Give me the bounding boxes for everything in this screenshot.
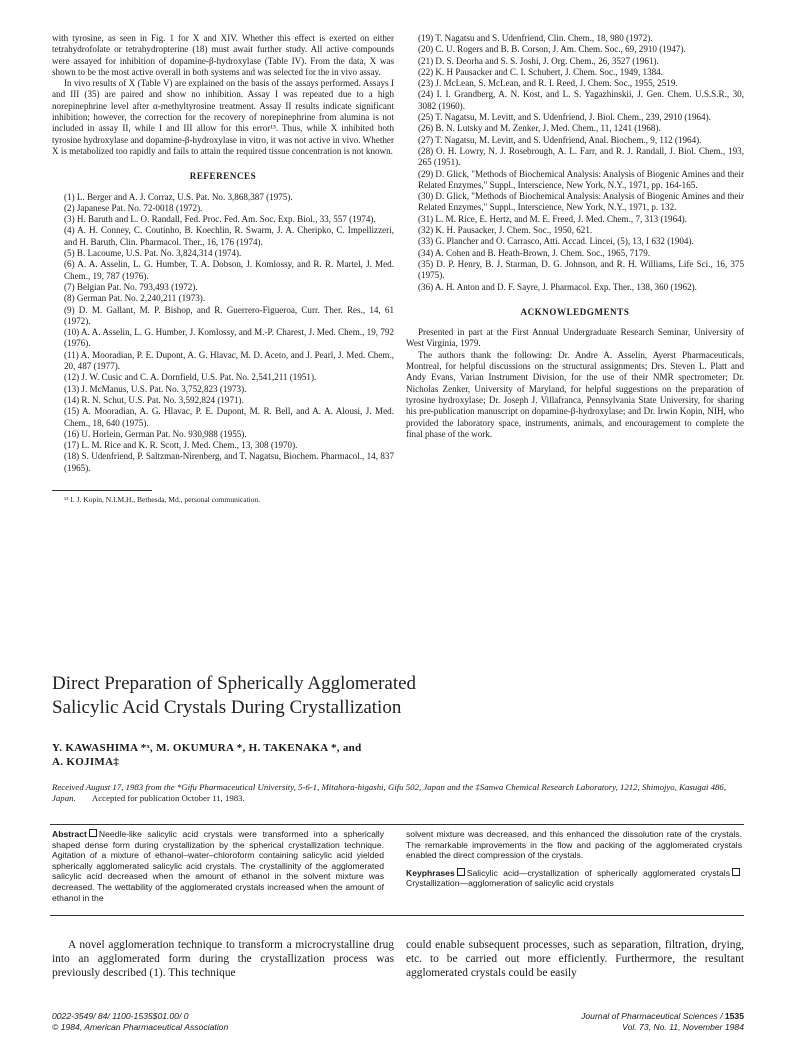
- footer-journal: [538, 1011, 744, 1032]
- reference-item: (13) J. McManus, U.S. Pat. No. 3,752,823 (1973).: [64, 383, 247, 394]
- reference-item: (28) O. H. Lowry, N. J. Rosebrough, A. L. Farr, and R. J. Randall, J. Biol. Chem., 193, 265 (1951).: [418, 145, 744, 168]
- square-bullet-icon: [732, 868, 740, 876]
- reference-item: (25) T. Nagatsu, M. Levitt, and S. Udenfriend, J. Biol. Chem., 239, 2910 (1964).: [418, 112, 711, 123]
- page-number: 1535: [724, 1011, 744, 1021]
- reference-item: (36) A. H. Anton and D. F. Sayre, J. Pharmacol. Exp. Ther., 138, 360 (1962).: [418, 281, 697, 292]
- authors-line: Y. KAWASHIMA *ˣ, M. OKUMURA *, H. TAKENAKA *, and: [52, 742, 362, 754]
- authors-line: A. KOJIMA‡: [52, 756, 120, 768]
- abstract-continued: [406, 829, 742, 889]
- reference-item: (11) A. Mooradian, P. E. Dupont, A. G. Hlavac, M. D. Aceto, and J. Pearl, J. Med. Chem., 20, 487 (1977).: [64, 349, 394, 372]
- reference-item: (3) H. Baruth and L. O. Randall, Fed. Proc. Fed. Am. Soc. Exp. Biol., 33, 557 (1974).: [64, 214, 376, 225]
- body-paragraph-continued: could enable subsequent processes, such as separation, filtration, drying, etc. to be carried out more efficiently. Furthermore, the resultant agglomerated crystals could be easily: [406, 939, 744, 979]
- acknowledgments-heading: ACKNOWLEDGMENTS: [520, 306, 630, 317]
- acknowledgment-paragraph: Presented in part at the First Annual Undergraduate Research Seminar, University of West Virginia, 1979.: [406, 327, 744, 349]
- right-column: [406, 33, 744, 440]
- abstract-text: [52, 829, 384, 903]
- reference-item: (18) S. Udenfriend, P. Saltzman-Nirenberg, and T. Nagatsu, Biochem. Pharmacol., 14, 837 (1965).: [64, 451, 394, 473]
- article-title: [52, 672, 692, 719]
- reference-item: (31) L. M. Rice, E. Hertz, and M. E. Freed, J. Med. Chem., 7, 313 (1964).: [418, 213, 687, 224]
- reference-item: (7) Belgian Pat. No. 793,493 (1972).: [64, 281, 198, 292]
- article-title-line: Direct Preparation of Spherically Agglomerated: [52, 673, 417, 694]
- author-list: [52, 741, 742, 769]
- reference-item: (5) B. Lacoume, U.S. Pat. No. 3,824,314 (1974).: [64, 248, 242, 259]
- accepted-date: Accepted for publication October 11, 1983.: [91, 793, 245, 803]
- acknowledgment-paragraph: The authors thank the following: Dr. Andre A. Asselin, Ayerst Pharmaceuticals, Montreal, for helpful discussions on the structural assignments; Drs. Steven L. Platt and Andy Evans, Varian Instrument Division, for the use of their NMR spectrometer; Dr. Nicholas Zenker, University of Maryland, for helpful suggestions on the preparation of tyrosine hydroxylase; Dr. Joseph J. Villafranca, Pennsylvania State University, for sharing his pre-publication manuscript on dopamine-β-hydroxylase; and Dr. Irwin Kopin, NIH, who provided the laboratory space, instruments, animals, and encouragement to complete the final phase of the work.: [406, 349, 744, 439]
- reference-item: (15) A. Mooradian, A. G. Hlavac, P. E. Dupont, M. R. Bell, and A. A. Alousi, J. Med. Chem., 18, 640 (1975).: [64, 406, 394, 428]
- square-bullet-icon: [457, 868, 465, 876]
- reference-item: (12) J. W. Cusic and C. A. Dornfield, U.S. Pat. No. 2,541,211 (1951).: [64, 372, 317, 383]
- received-info: [52, 782, 742, 804]
- abstract-box: [50, 824, 744, 916]
- reference-item: (16) U. Horlein, German Pat. No. 930,988 (1955).: [64, 428, 247, 439]
- abstract-body-right: solvent mixture was decreased, and this enhanced the dissolution rate of the crystals. The remarkable improvements in the flow and packing of the agglomerated crystals enabled the direct compression of the crystals.: [406, 829, 742, 861]
- reference-item: (26) B. N. Lutsky and M. Zenker, J. Med. Chem., 11, 1241 (1968).: [418, 123, 661, 134]
- reference-item: (4) A. H. Conney, C. Coutinho, B. Koechlin, R. Swarm, J. A. Cheripko, C. Impellizzeri, and H. Baruth, Clin. Pharmacol. Ther., 16, 176 (1974).: [64, 225, 394, 247]
- keyphrase-item: Crystallization—agglomeration of salicylic acid crystals: [406, 878, 614, 889]
- paragraph: In vivo results of X (Table V) are explained on the basis of the assays performed. Assays I and III (35) are paired and show no inhibition. Assay I was repeated due to a high norepinephrine level after α-methyltyrosine treatment. Assay II results indicate significant inhibition; however, the correction for the recovery of norepinephrine from alumina is not included in assay II, while I and III allow for this error¹³. Thus, while X inhibited both tyrosine hydroxylase and dopamine-β-hydroxylase in vitro, it was not active in vivo. Whether X is metabolized too rapidly and fails to attain the required tissue concentration is not known.: [52, 78, 394, 156]
- reference-item: (19) T. Nagatsu and S. Udenfriend, Clin. Chem., 18, 980 (1972).: [418, 33, 653, 43]
- reference-list: [52, 192, 394, 474]
- footer-copyright: [52, 1011, 228, 1032]
- reference-item: (17) L. M. Rice and K. R. Scott, J. Med. Chem., 13, 308 (1970).: [64, 440, 298, 451]
- body-paragraph: A novel agglomeration technique to transform a microcrystalline drug into an agglomerated form during the crystallization process was previously described (1). This technique: [52, 939, 394, 979]
- reference-item: (35) D. P. Henry, B. J. Starman, D. G. Johnson, and R. H. Williams, Life Sci., 16, 375 (1975).: [418, 258, 744, 281]
- reference-item: (10) A. A. Asselin, L. G. Humber, J. Komlossy, and M.-P. Charest, J. Med. Chem., 19, 792 (1976).: [64, 327, 394, 349]
- reference-item: (22) K. H Pausacker and C. I. Schubert, J. Chem. Soc., 1949, 1384.: [418, 66, 663, 77]
- volume-info: Vol. 73, No. 11, November 1984: [622, 1021, 744, 1032]
- paragraph: with tyrosine, as seen in Fig. 1 for X and XIV. Whether this effect is exerted on either tetrahydrofolate or tetrahydropterine (18) must await further study. All active compounds were assayed for inhibition of dopamine-β-hydroxylase (Table IV). From the data, X was shown to be the most active overall in both systems and was selected for the in vivo assay.: [52, 33, 394, 77]
- reference-item: (21) D. S. Deorha and S. S. Joshi, J. Org. Chem., 26, 3527 (1961).: [418, 55, 659, 66]
- reference-item: (14) R. N. Schut, U.S. Pat. No. 3,592,824 (1971).: [64, 394, 244, 405]
- keyphrase-item: Salicylic acid—crystallization of spherically agglomerated crystals: [466, 867, 730, 878]
- reference-item: (27) T. Nagatsu, M. Levitt, and S. Udenfriend, Anal. Biochem., 9, 112 (1964).: [418, 134, 702, 145]
- reference-item: (33) G. Plancher and O. Carrasco, Atti. Accad. Lincei, (5), 13, I 632 (1904).: [418, 236, 694, 247]
- reference-item: (20) C. U. Rogers and B. B. Corson, J. Am. Chem. Soc., 69, 2910 (1947).: [418, 44, 686, 55]
- keyphrases-label: Keyphrases: [406, 867, 455, 878]
- reference-item: (30) D. Glick, "Methods of Biochemical Analysis: Analysis of Biogenic Amines and their Related Enzymes," Suppl., Interscience, New York, N.Y., 1971, p. 132.: [418, 191, 744, 213]
- reference-list: [406, 33, 744, 293]
- square-bullet-icon: [89, 829, 97, 837]
- article-title-line: Salicylic Acid Crystals During Crystallization: [52, 696, 402, 718]
- reference-item: (32) K. H. Pausacker, J. Chem. Soc., 1950, 621.: [418, 225, 593, 236]
- abstract-label: Abstract: [52, 829, 87, 839]
- footnote-divider: [52, 490, 152, 491]
- reference-item: (8) German Pat. No. 2,240,211 (1973).: [64, 293, 206, 304]
- reference-item: (34) A. Cohen and B. Heath-Brown, J. Chem. Soc., 1965, 7179.: [418, 247, 651, 258]
- reference-item: (24) I. I. Grandberg, A. N. Kost, and L. S. Yagazhinskii, J. Gen. Chem. U.S.S.R., 30, 3082 (1960).: [418, 89, 744, 111]
- reference-item: (29) D. Glick, "Methods of Biochemical Analysis: Analysis of Biogenic Amines and their Related Enzymes," Suppl., Interscience, New York, N.Y., 1971, pp. 164-165.: [418, 168, 744, 190]
- reference-item: (1) L. Berger and A. J. Corraz, U.S. Pat. No. 3,868,387 (1975).: [64, 191, 293, 202]
- left-column: [52, 33, 394, 504]
- reference-item: (23) J. McLean, S. McLean, and R. I. Reed, J. Chem. Soc., 1955, 2519.: [418, 78, 678, 89]
- reference-item: (9) D. M. Gallant, M. P. Bishop, and R. Guerrero-Figueroa, Curr. Ther. Res., 14, 61 (1972).: [64, 304, 394, 326]
- reference-item: (2) Japanese Pat. No. 72-0018 (1972).: [64, 202, 203, 213]
- footnote: ¹³ I. J. Kopin, N.I.M.H., Bethesda, Md., personal communication.: [64, 494, 261, 504]
- keyphrases: [406, 868, 742, 889]
- journal-name: Journal of Pharmaceutical Sciences /: [581, 1011, 723, 1021]
- references-heading: REFERENCES: [189, 171, 257, 182]
- footer-issn: 0022-3549/ 84/ 1100-1535$01.00/ 0: [52, 1011, 189, 1021]
- reference-item: (6) A. A. Asselin, L. G. Humber, T. A. Dobson, J. Komlossy, and R. R. Martel, J. Med. Chem., 19, 787 (1976).: [64, 259, 394, 281]
- abstract-body-left: Needle-like salicylic acid crystals were transformed into a spherically shaped dense form during crystallization by the spherical crystallization technique. Agitation of a mixture of ethanol–water–chloroform containing salicylic acid yielded spherically agglomerated salicylic acid crystals. The crystallinity of the agglomerated salicylic acid decreased when the amount of ethanol in the solvent mixture was decreased. The wettability of the agglomerated crystals increased when the amount of ethanol in the: [52, 829, 384, 903]
- footer-copyright-line: © 1984, American Pharmaceutical Association: [52, 1021, 229, 1032]
- received-affiliation: Received August 17, 1983 from the *Gifu Pharmaceutical University, 5-6-1, Mitahora-higashi, Gifu 502, Japan and the ‡Sanwa Chemical Research Laboratory, 1212, Shimojyo, Kasugai 486, Japan.: [52, 782, 727, 803]
